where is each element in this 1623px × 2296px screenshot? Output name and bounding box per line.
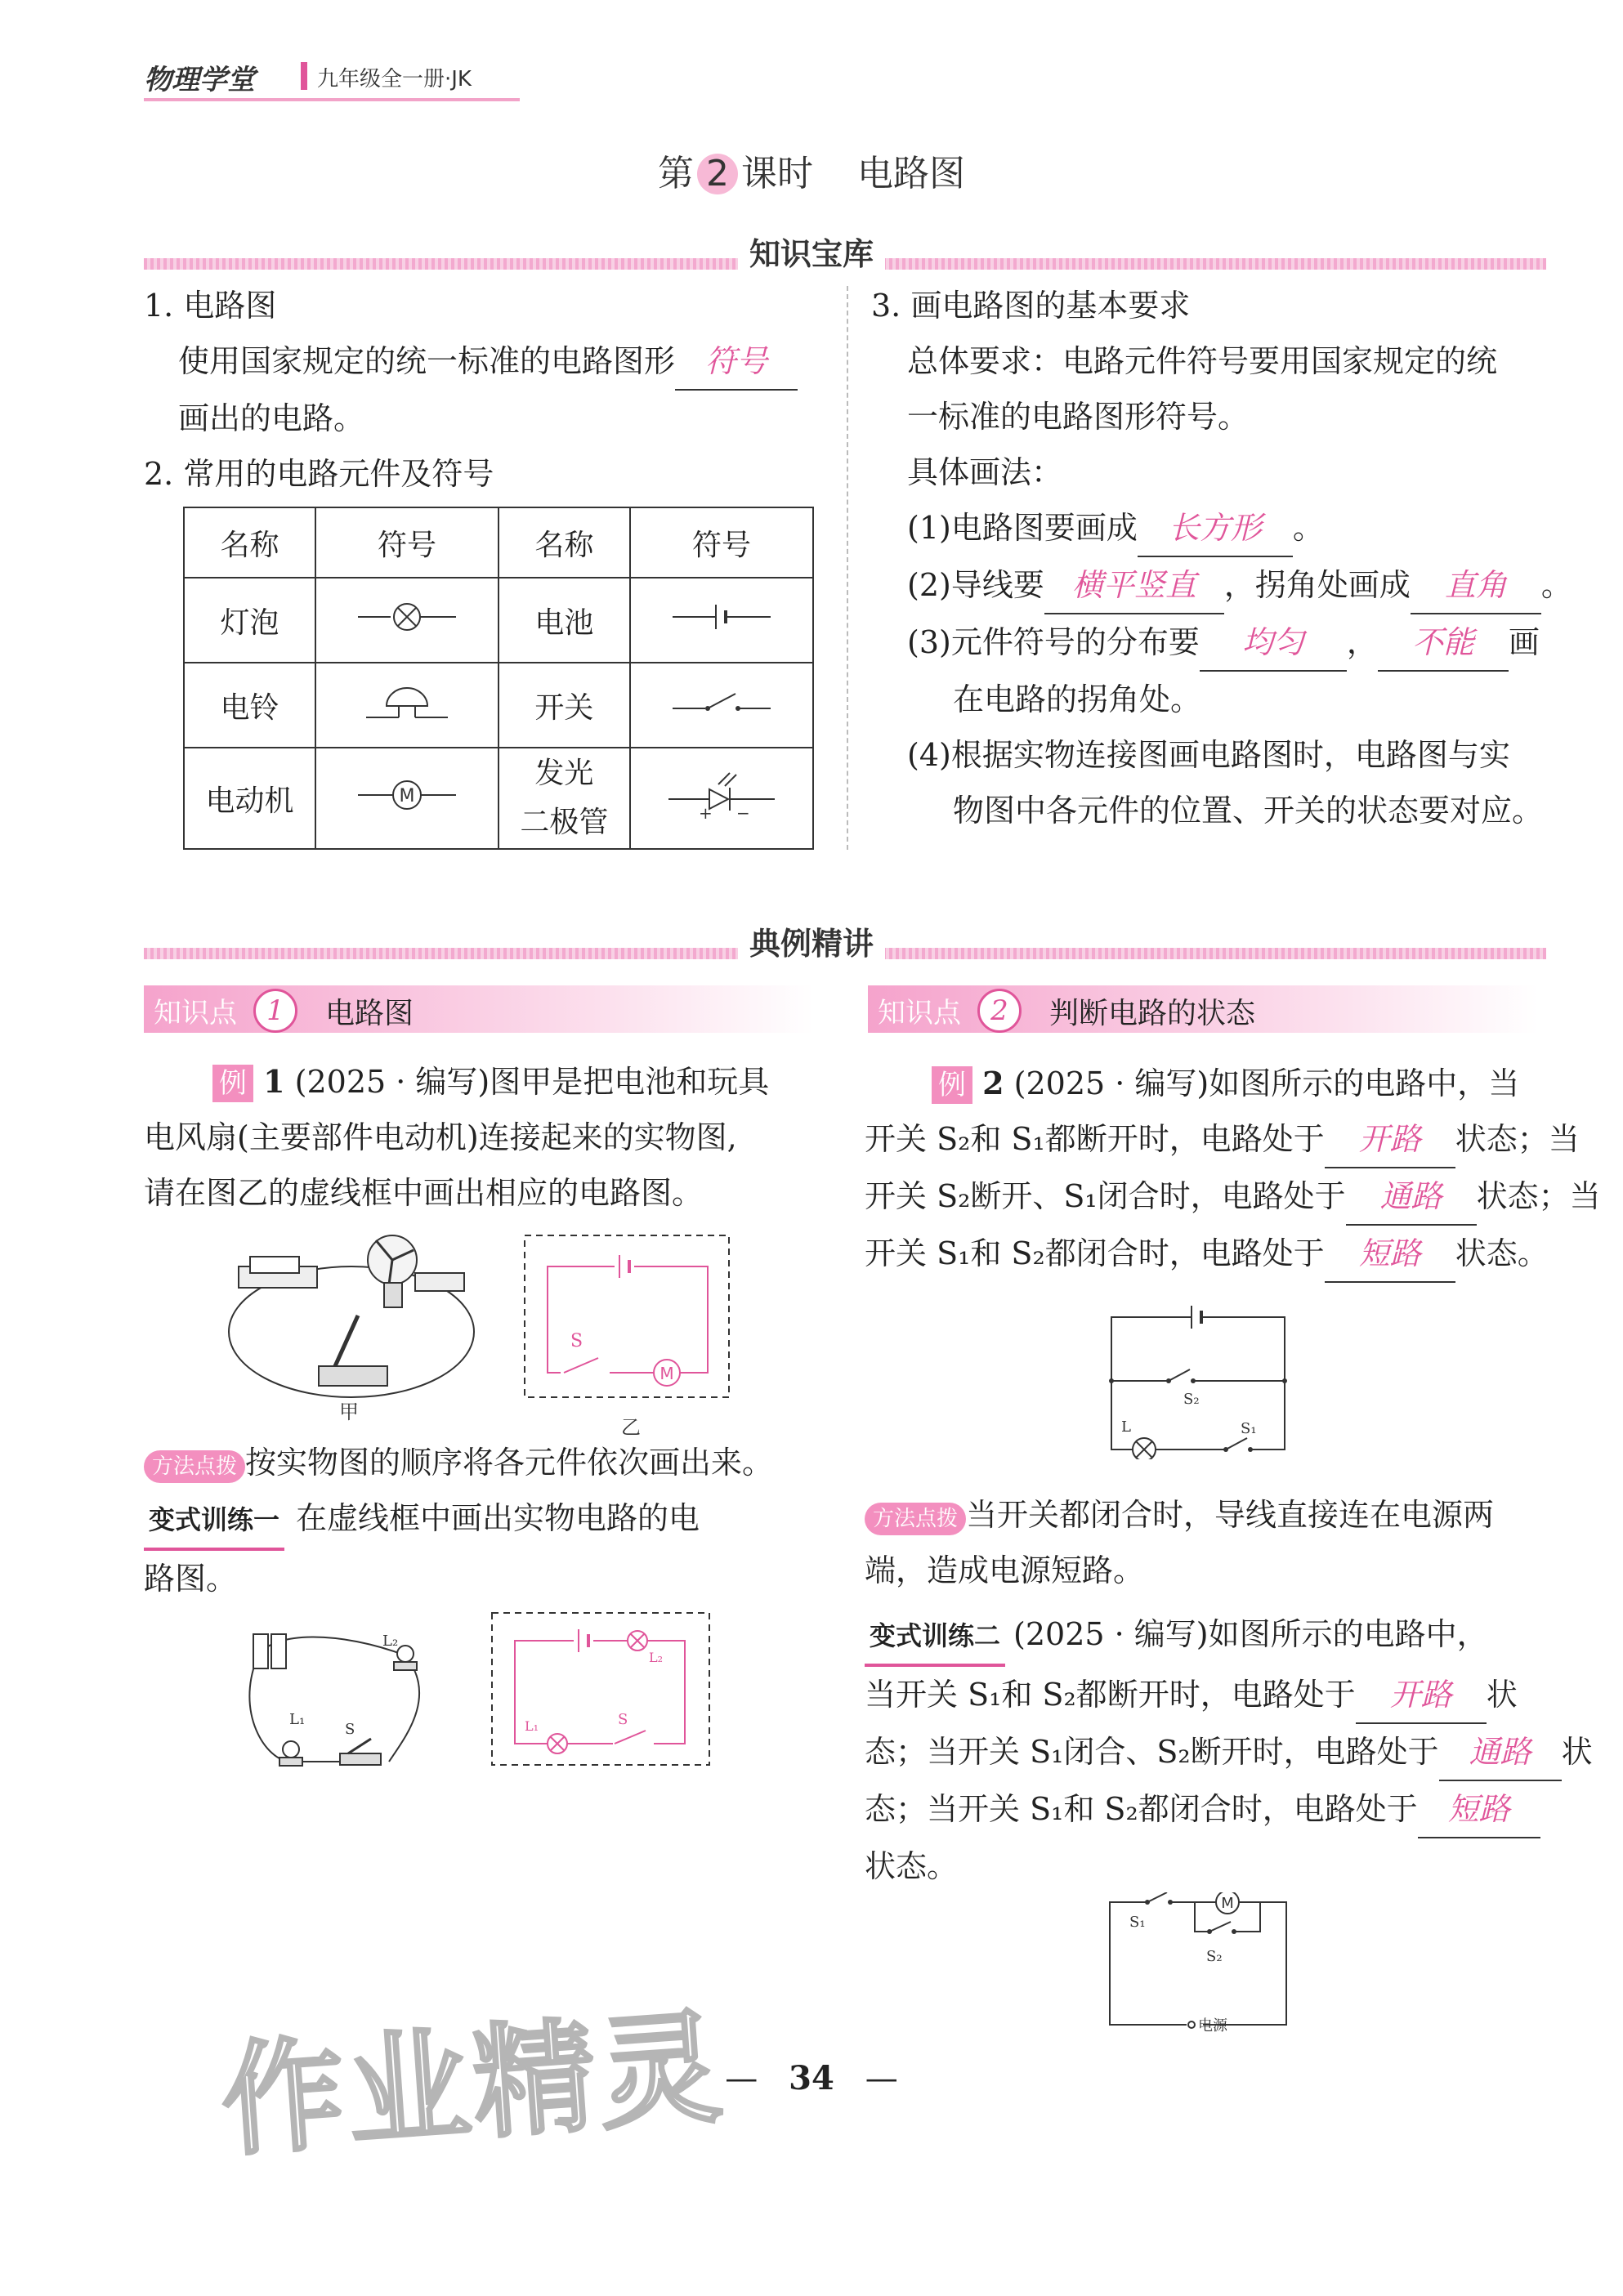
item1-title: 1. 电路图 [144,288,277,324]
svg-text:L₁: L₁ [289,1711,306,1728]
item3-title: 3. 画电路图的基本要求 [871,288,1191,324]
example-2: 例 2 (2025 · 编写)如图所示的电路中，当 开关 S₂和 S₁都断开时，电路处于 开路 状态；当 开关 S₂断开、S₁闭合时，电路处于 通路 状态；当 开关 S₁和 S₂都闭合时，电路处于 短路 状态。 [865,1056,1551,1283]
symbols-table: 名称 符号 名称 符号 灯泡 电池 电铃 开关 电动机 M 发光 二极管 + − [183,507,814,850]
table-cell: 电池 [499,578,630,663]
rule3-answer-1: 均匀 [1200,614,1347,672]
kp2-number: 2 [977,989,1022,1033]
variant-1-circuit-diagram [490,1611,713,1768]
kp1-number: 1 [253,989,297,1033]
item2-title: 2. 常用的电路元件及符号 [144,456,494,492]
variant-2: 变式训练二 (2025 · 编写)如图所示的电路中， 当开关 S₁和 S₂都断开时，电路处于 开路 状 态；当开关 S₁闭合、S₂断开时，电路处于 通路 状 态；当开关 S₁和 S₂都闭合时，电路处于 短路 状态。 [865,1606,1551,1894]
kp1-title: 电路图 [325,997,414,1030]
table-cell: 发光 二极管 [499,748,630,849]
example-2-answer-3: 短路 [1325,1226,1455,1283]
led-symbol [630,748,813,849]
variant-2-answer-3: 短路 [1418,1781,1540,1838]
kp2-title: 判断电路的状态 [1049,997,1256,1030]
svg-text:M: M [1221,1895,1234,1912]
rule2-answer-1: 横平竖直 [1044,557,1224,614]
lesson-name: 电路图 [857,153,965,194]
bulb-symbol [315,578,499,663]
svg-text:电源: 电源 [1198,2017,1227,2035]
watermark: 作业精灵 [217,1996,730,2174]
variant-2-answer-2: 通路 [1439,1724,1562,1781]
example-1: 例 1 (2025 · 编写)图甲是把电池和玩具 电风扇(主要部件电动机)连接起来的实物图, 请在图乙的虚线框中画出相应的电路图。 [144,1063,770,1211]
svg-text:甲: 甲 [339,1400,359,1423]
tip-badge: 方法点拨 [144,1450,245,1483]
variant-1: 变式训练一 在虚线框中画出实物电路的电 路图。 [144,1490,830,1606]
item1-answer: 符号 [675,333,798,391]
svg-text:S₁: S₁ [1129,1914,1146,1931]
table-cell: 灯泡 [184,578,315,663]
svg-text:S₁: S₁ [1241,1420,1257,1437]
lesson-title: 第 2 课时 电路图 [658,153,965,194]
tip-badge: 方法点拨 [865,1503,966,1535]
header-divider [301,62,307,90]
svg-text:M: M [399,785,415,806]
variant-2-answer-1: 开路 [1356,1667,1487,1724]
svg-text:乙: 乙 [621,1416,641,1439]
example-2-circuit [1102,1296,1298,1459]
svg-text:L₁: L₁ [525,1718,539,1734]
header [144,57,520,100]
page-number: 34 [789,2059,834,2097]
tip-2: 方法点拨 当开关都闭合时，导线直接连在电源两 端，造成电源短路。 [865,1497,1495,1588]
example-2-answer-2: 通路 [1346,1168,1477,1226]
figure-yi-circuit-diagram [523,1234,735,1446]
svg-text:L: L [1121,1418,1131,1436]
example-tag: 例 [212,1065,253,1102]
item3: 3. 画电路图的基本要求 总体要求：电路元件符号要用国家规定的统 一标准的电路图形符号。 具体画法： (1)电路图要画成 长方形 。 (2)导线要 横平竖直 ，拐角处画成 直角 。 (3)元件符号的分布要 均匀 ， 不能 画 在电路的拐角处。 (4)根据实物连接图画电路图时，电路图与实 物图中各元件的位置、开关的状态要对应。 [871,278,1566,838]
variant-2-circuit [1105,1892,1301,2039]
lesson-number: 2 [697,154,738,194]
svg-text:M: M [659,1364,674,1383]
svg-text:+: + [698,802,713,823]
rule1-answer: 长方形 [1138,500,1293,557]
table-cell: 开关 [499,663,630,748]
svg-text:L₂: L₂ [382,1633,399,1650]
svg-text:S₂: S₂ [1183,1391,1200,1408]
svg-text:S: S [570,1331,583,1351]
table-cell: 电铃 [184,663,315,748]
rule3-answer-2: 不能 [1378,614,1509,672]
header-brand: 物理学堂 [144,64,255,96]
svg-text:L₂: L₂ [649,1650,664,1665]
switch-symbol [630,663,813,748]
svg-text:−: − [735,802,750,823]
variant-2-label: 变式训练二 [865,1608,1005,1667]
item1: 1. 电路图 使用国家规定的统一标准的电路图形 符号 画出的电路。 2. 常用的电路元件及符号 [144,278,830,502]
column-divider [847,286,848,850]
header-underline [144,98,520,101]
battery-symbol [630,578,813,663]
knowledge-point-2: 知识点 2 判断电路的状态 [868,985,1538,1033]
svg-text:S: S [618,1711,628,1728]
knowledge-bank-title: 知识宝库 [738,236,885,272]
variant-1-real-circuit [242,1623,454,1786]
table-cell: 电动机 [184,748,315,849]
examples-title: 典例精讲 [738,926,885,962]
header-grade: 九年级全一册·JK [317,67,472,92]
figure-jia-real-circuit [221,1226,482,1438]
motor-symbol [315,748,499,849]
svg-text:S: S [345,1721,355,1738]
page-number-block: — 34 — [725,2059,898,2097]
svg-text:S₂: S₂ [1206,1948,1223,1965]
knowledge-point-1: 知识点 1 电路图 [144,985,814,1033]
rule2-answer-2: 直角 [1411,557,1541,614]
example-tag: 例 [932,1066,972,1104]
variant-1-label: 变式训练一 [144,1492,284,1551]
tip-1: 方法点拨 按实物图的顺序将各元件依次画出来。 [144,1435,830,1490]
example-2-answer-1: 开路 [1325,1111,1455,1168]
bell-symbol [315,663,499,748]
